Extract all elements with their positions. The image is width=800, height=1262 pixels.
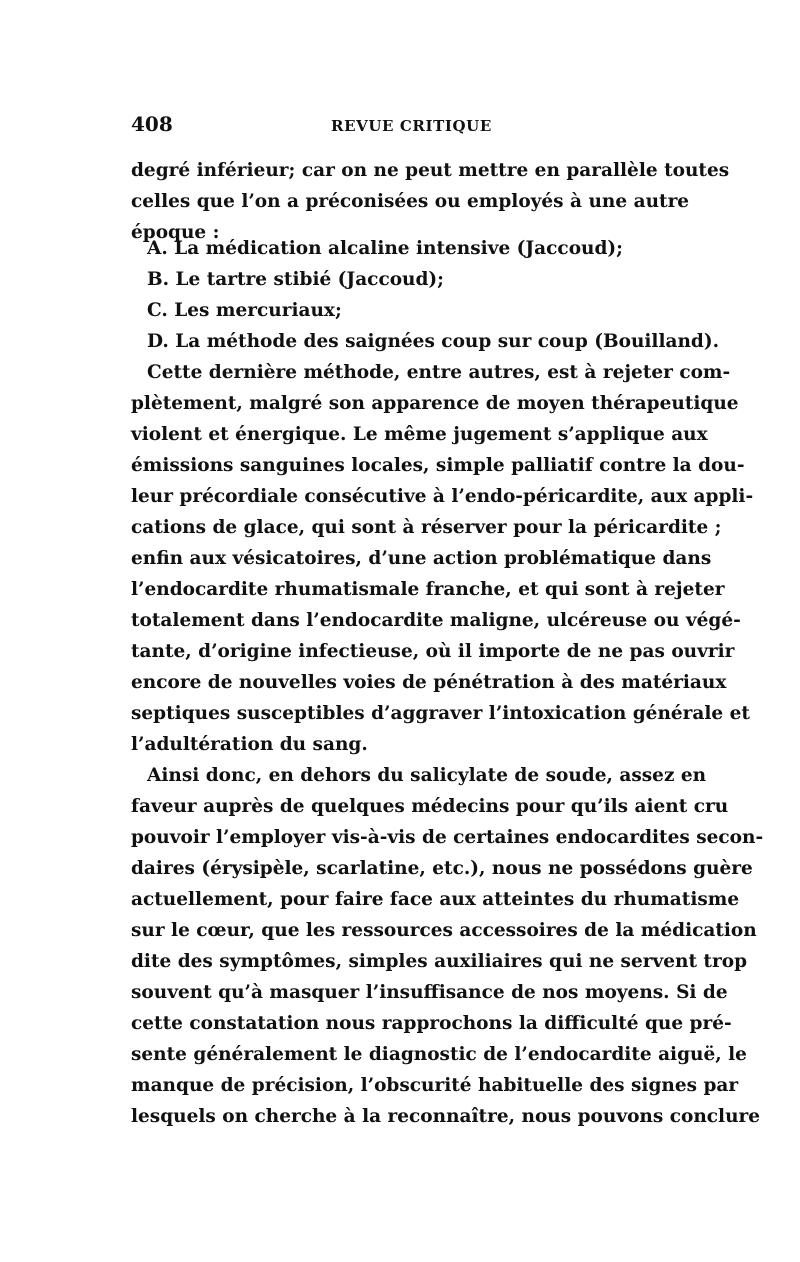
paragraph-line: encore de nouvelles voies de pénétration à des matériaux bbox=[131, 672, 727, 693]
paragraph-line: plètement, malgré son apparence de moyen thérapeutique bbox=[131, 393, 739, 414]
paragraph-line: Cette dernière méthode, entre autres, est à rejeter com- bbox=[147, 362, 731, 383]
paragraph-line: pouvoir l’employer vis-à-vis de certaines endocardites secon- bbox=[131, 827, 764, 848]
list-item: A. La médication alcaline intensive (Jaccoud); bbox=[147, 238, 623, 259]
paragraph-line: septiques susceptibles d’aggraver l’intoxication générale et bbox=[131, 703, 750, 724]
list-item: D. La méthode des saignées coup sur coup (Bouilland). bbox=[147, 331, 720, 352]
paragraph-line: dite des symptômes, simples auxiliaires qui ne servent trop bbox=[131, 951, 748, 972]
list-item: C. Les mercuriaux; bbox=[147, 300, 342, 321]
paragraph-line: totalement dans l’endocardite maligne, ulcéreuse ou végé- bbox=[131, 610, 741, 631]
paragraph-line: actuellement, pour faire face aux atteintes du rhumatisme bbox=[131, 889, 740, 910]
paragraph-line: Ainsi donc, en dehors du salicylate de soude, assez en bbox=[147, 765, 707, 786]
paragraph-line: leur précordiale consécutive à l’endo-péricardite, aux appli- bbox=[131, 486, 754, 507]
paragraph-line: émissions sanguines locales, simple palliatif contre la dou- bbox=[131, 455, 745, 476]
paragraph-line: cette constatation nous rapprochons la difficulté que pré- bbox=[131, 1013, 732, 1034]
page-header bbox=[131, 112, 678, 142]
running-title: REVUE CRITIQUE bbox=[331, 117, 492, 135]
paragraph-line: violent et énergique. Le même jugement s’applique aux bbox=[131, 424, 708, 445]
paragraph-line: daires (érysipèle, scarlatine, etc.), nous ne possédons guère bbox=[131, 858, 753, 879]
paragraph-line: enfin aux vésicatoires, d’une action problématique dans bbox=[131, 548, 712, 569]
text-line: époque : bbox=[131, 222, 220, 243]
text-line: degré inférieur; car on ne peut mettre en parallèle toutes bbox=[131, 160, 730, 181]
list-item: B. Le tartre stibié (Jaccoud); bbox=[147, 269, 445, 290]
paragraph-line: lesquels on cherche à la reconnaître, nous pouvons conclure bbox=[131, 1106, 761, 1127]
paragraph-line: l’endocardite rhumatismale franche, et qui sont à rejeter bbox=[131, 579, 725, 600]
paragraph-line: l’adultération du sang. bbox=[131, 734, 368, 755]
paragraph-line: manque de précision, l’obscurité habituelle des signes par bbox=[131, 1075, 739, 1096]
paragraph-line: sente généralement le diagnostic de l’endocardite aiguë, le bbox=[131, 1044, 747, 1065]
paragraph-line: tante, d’origine infectieuse, où il importe de ne pas ouvrir bbox=[131, 641, 735, 662]
text-line: celles que l’on a préconisées ou employés à une autre bbox=[131, 191, 690, 212]
paragraph-line: cations de glace, qui sont à réserver pour la péricardite ; bbox=[131, 517, 722, 538]
page-number: 408 bbox=[131, 112, 173, 136]
paragraph-line: sur le cœur, que les ressources accessoires de la médication bbox=[131, 920, 757, 941]
paragraph-line: souvent qu’à masquer l’insuffisance de nos moyens. Si de bbox=[131, 982, 728, 1003]
paragraph-line: faveur auprès de quelques médecins pour qu’ils aient cru bbox=[131, 796, 729, 817]
